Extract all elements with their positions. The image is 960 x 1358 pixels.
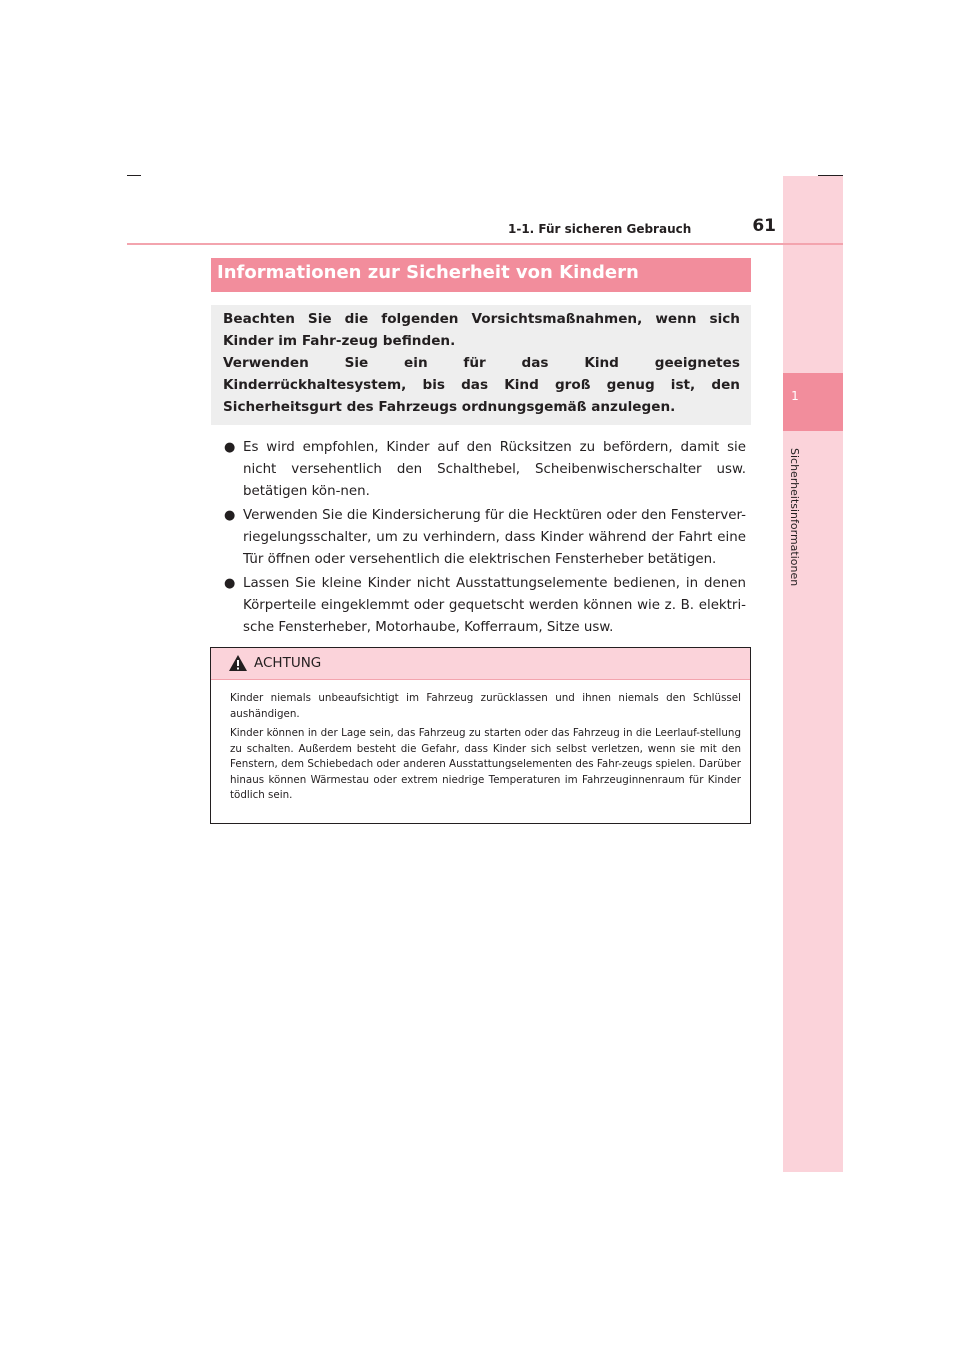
- bullet-dot-icon: ●: [224, 440, 236, 455]
- bullet-text: Es wird empfohlen, Kinder auf den Rücksitzen zu befördern, damit sie nicht versehentlich den Schalthebel, Scheibenwischerschalter usw. betätigen kön-nen.: [243, 440, 746, 499]
- warning-paragraph: Kinder niemals unbeaufsichtigt im Fahrzeug zurücklassen und ihnen niemals den Schlüssel aushändigen.: [230, 692, 741, 720]
- bullet-item: [222, 505, 746, 571]
- bullet-dot-icon: ●: [224, 508, 236, 523]
- crop-mark-top-left: [127, 175, 141, 176]
- warning-label: ACHTUNG: [254, 655, 322, 671]
- intro-box: [211, 305, 751, 425]
- intro-paragraph: Beachten Sie die folgenden Vorsichtsmaßnahmen, wenn sich Kinder im Fahr-zeug befinden.: [223, 311, 740, 349]
- chapter-side-tab: [783, 176, 843, 1172]
- bullet-item: [222, 437, 746, 503]
- bullet-item: [222, 573, 746, 639]
- intro-text: [223, 308, 740, 418]
- warning-box: [210, 647, 751, 824]
- page-number: 61: [752, 216, 776, 236]
- chapter-label: Sicherheitsinformationen: [788, 448, 801, 587]
- warning-paragraph: Kinder können in der Lage sein, das Fahrzeug zu starten oder das Fahrzeug in die Leerlauf-stellung zu schalten. Außerdem besteht die Gefahr, dass Kinder sich selbst verletzen, wenn sie mit den Fenstern, dem Schiebedach oder anderen Ausstattungselementen des Fahr-zeugs spielen. Darüber hinaus können Wärmestau oder extrem niedrige Temperaturen im Fahrzeuginnenraum für Kinder tödlich sein.: [230, 727, 741, 801]
- section-label: 1-1. Für sicheren Gebrauch: [508, 222, 692, 236]
- warning-triangle-icon: [228, 654, 248, 676]
- section-title-bar: [211, 258, 751, 292]
- intro-paragraph: Verwenden Sie ein für das Kind geeignetes Kinderrückhaltesystem, bis das Kind groß genug ist, den Sicherheitsgurt des Fahrzeugs ordnungsgemäß anzulegen.: [223, 355, 740, 415]
- warning-body: [230, 691, 741, 808]
- bullet-text: Lassen Sie kleine Kinder nicht Ausstattungselemente bedienen, in denen Körperteile eingeklemmt oder gequetscht werden können wie z. B. elektri-sche Fensterheber, Motorhaube, Kofferraum, Sitze usw.: [243, 576, 746, 635]
- warning-header: [211, 648, 750, 680]
- bullet-list: [222, 437, 746, 641]
- chapter-number: 1: [791, 389, 799, 403]
- bullet-dot-icon: ●: [224, 576, 236, 591]
- bullet-text: Verwenden Sie die Kindersicherung für die Hecktüren oder den Fensterver-riegelungsschalter, um zu verhindern, dass Kinder während der Fahrt eine Tür öffnen oder versehentlich die elektrischen Fensterheber betätigen.: [243, 508, 746, 567]
- section-title: Informationen zur Sicherheit von Kindern: [217, 262, 639, 283]
- header-rule: [127, 243, 843, 245]
